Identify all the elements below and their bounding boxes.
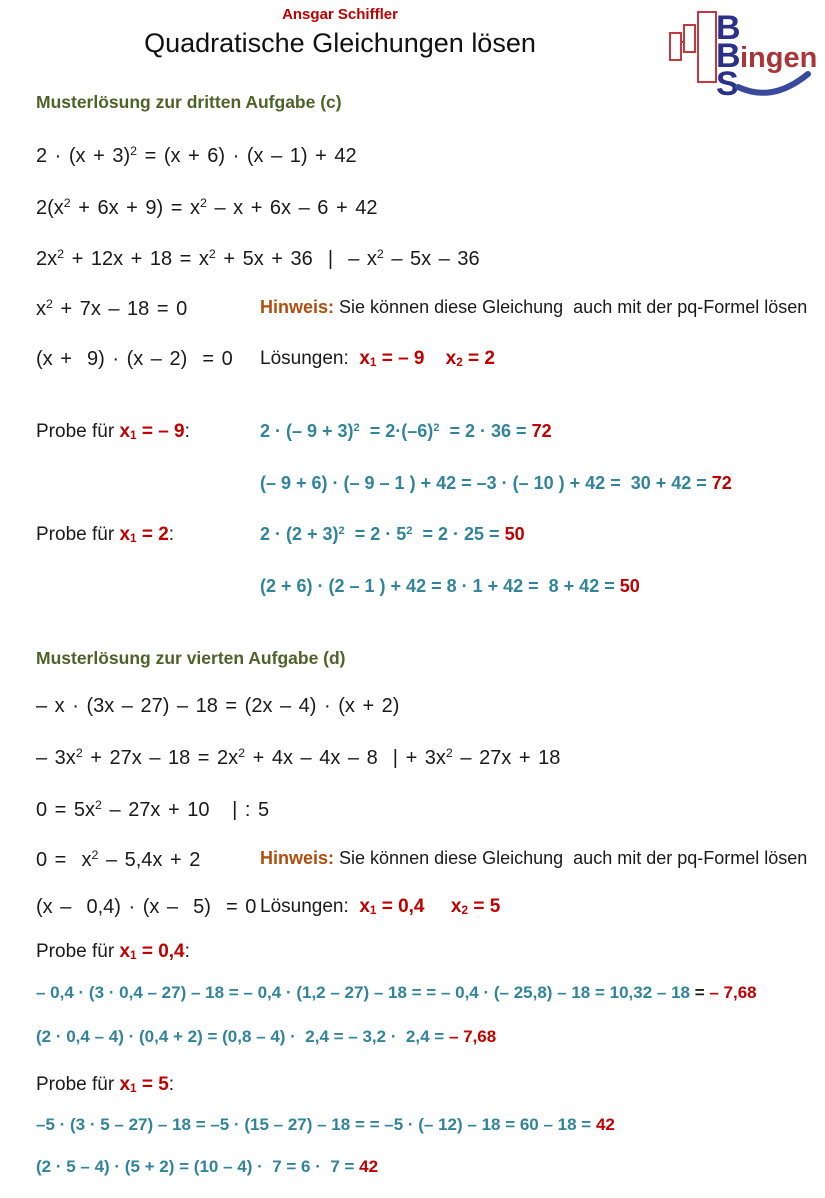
math-segment: – 7,68 [448,1027,497,1046]
math-segment: 2 [376,247,384,261]
math-segment: 2 [91,848,99,862]
equation [36,348,233,371]
equation [36,848,200,872]
math-segment: 2 [238,746,246,760]
math-segment: 1 [130,949,137,963]
math-segment: (– 9 + 6) · (– 9 – 1 ) + 42 = –3 · (– 10 ) + 42 = 30 + 42 = [260,473,712,493]
math-segment: = – 9 [376,348,446,369]
solutions-text [260,896,500,918]
math-segment: (2 · 0,4 – 4) · (0,4 + 2) = (0,8 – 4) · 2,4 = – 3,2 · 2,4 = [36,1027,449,1046]
math-segment: + 12x + 18 = x [64,247,209,270]
math-segment: – 7,68 [709,983,757,1002]
math-segment: + 6x + 9) = x [70,196,200,219]
probe-label [36,421,190,443]
probe-d1-row1 [0,983,825,1009]
math-segment: 50 [504,524,525,544]
math-segment: = [581,1115,596,1134]
math-segment: 2 [461,904,469,918]
math-segment: 2 [46,297,53,311]
math-segment [425,896,451,917]
math-segment: = 2·(–6) [359,421,434,441]
math-segment: 2(x [36,196,64,219]
equation [36,746,560,770]
bbs-bingen-logo [648,4,820,106]
math-segment: 2 [75,746,83,760]
math-segment: Probe für [36,421,120,442]
hint-text [260,297,807,318]
math-segment: – 5,4x + 2 [98,848,201,871]
math-segment: = 5 [136,1074,169,1095]
math-segment: x [450,896,462,917]
math-segment: x [359,348,370,369]
probe-calculation [260,524,525,545]
math-segment: 1 [130,532,137,546]
math-segment: 2 [406,524,413,537]
math-line-c2 [0,196,825,222]
math-segment: = 2 · 36 = [439,421,532,441]
probe-calculation [36,1115,615,1135]
math-segment: 2 [445,746,453,760]
math-segment: 1 [130,1082,137,1096]
probe-calculation [36,1027,496,1047]
math-segment: – 27x + 10 | : 5 [101,798,270,821]
author-name: Ansgar Schiffler [282,6,398,23]
section-d-heading: Musterlösung zur vierten Aufgabe (d) [36,648,346,668]
math-segment: 2 [433,421,440,434]
math-segment: 2 [95,798,102,812]
math-segment: (2 + 6) · (2 – 1 ) + 42 = 8 · 1 + 42 = 8 + 42 = [260,576,620,596]
math-segment: 0 = 5x [36,798,96,821]
math-segment: 0 = x [36,848,92,871]
math-segment: – x + 6x – 6 + 42 [206,196,378,219]
math-segment: – 0,4 · (3 · 0,4 – 27) – 18 = – 0,4 · (1,2 – 27) – 18 = = – 0,4 · (– 25,8) – 18 = 10,32 – 18 [36,983,695,1002]
math-segment: + 5x + 36 | – x [215,247,377,270]
math-line-d2 [0,746,825,772]
math-line-c3 [0,247,825,273]
logo-swoosh-icon [738,74,808,93]
probe-label [36,524,174,546]
equation [36,247,480,271]
probe-c1-row2 [0,473,825,499]
probe-d2-label-row [0,1074,825,1100]
math-segment: – 27x + 18 [452,746,561,769]
math-segment: 72 [531,421,552,441]
math-segment: : [168,1074,175,1095]
math-segment: x [445,348,457,369]
math-segment: 2 · (– 9 + 3) [260,421,354,441]
probe-calculation [260,576,640,597]
math-segment: 2x [36,247,58,270]
math-segment: x [36,297,46,320]
math-segment: (x – 0,4) · (x – 5) = 0 [36,896,257,918]
math-segment: 2 · (2 + 3) [260,524,339,544]
math-segment: 2 [208,247,216,261]
probe-c1-row [0,421,825,447]
math-segment: = 2 [462,348,495,369]
probe-c2-row [0,524,825,550]
hint-text [260,848,807,869]
solutions-text [260,348,495,370]
math-segment: x [119,1074,131,1095]
math-segment: = 0,4 [376,896,425,917]
probe-label [36,1074,174,1096]
math-segment: 2 [456,356,463,370]
probe-label [36,941,190,963]
math-segment: Sie können diese Gleichung auch mit der pq-Formel lösen [334,848,808,868]
math-segment: : [168,524,175,545]
math-segment: 42 [359,1157,379,1176]
equation [36,896,256,919]
math-segment: Lösungen: [260,348,360,369]
logo-building-icon [670,12,716,82]
math-segment: 42 [595,1115,615,1134]
math-line-d5 [0,896,825,922]
math-segment: Probe für [36,524,120,545]
math-segment: = (x + 6) · (x – 1) + 42 [137,144,357,167]
equation [36,297,187,321]
equation [36,144,357,168]
math-segment: = 2 · 25 = [412,524,505,544]
math-segment: 1 [130,429,137,443]
math-segment: Probe für [36,941,120,962]
math-segment: 2 [338,524,345,537]
math-segment: 2 [130,144,138,158]
equation [36,798,269,822]
logo-letter-b2: B [716,37,741,75]
math-segment: Hinweis: [260,848,335,868]
math-segment: 72 [711,473,732,493]
probe-d2-row2 [0,1157,825,1183]
math-line-c1 [0,144,825,170]
section-c-heading: Musterlösung zur dritten Aufgabe (c) [36,92,342,112]
probe-d1-label-row [0,941,825,967]
math-segment: 1 [369,904,377,918]
math-segment: Probe für [36,1074,120,1095]
math-segment: (x + 9) · (x – 2) = 0 [36,348,233,370]
math-segment: 1 [369,356,377,370]
math-segment: = 0,4 [136,941,185,962]
math-segment: 2 [353,421,360,434]
logo-letter-s: S [716,65,739,103]
math-segment: + 7x – 18 = 0 [52,297,188,320]
math-segment: – 3x [36,746,76,769]
math-segment: – x · (3x – 27) – 18 = (2x – 4) · (x + 2) [36,695,400,717]
probe-calculation [260,421,552,442]
math-segment: 2 [57,247,65,261]
math-line-d3 [0,798,825,824]
equation [36,695,399,718]
probe-calculation [36,983,757,1003]
math-segment: = – 9 [136,421,185,442]
math-segment: Sie können diese Gleichung auch mit der pq-Formel lösen [334,297,808,317]
math-segment: : [184,421,190,442]
math-segment: = 5 [468,896,501,917]
math-segment: x [119,421,131,442]
math-segment: = [694,983,710,1002]
math-segment: : [184,941,190,962]
math-segment: (2 · 5 – 4) · (5 + 2) = (10 – 4) · 7 = 6 · 7 = [36,1157,360,1176]
math-segment: Hinweis: [260,297,335,317]
math-segment: –5 · (3 · 5 – 27) – 18 = –5 · (15 – 27) – 18 = = –5 · (– 12) – 18 = 60 – 18 [36,1115,582,1134]
probe-calculation [36,1157,378,1177]
math-segment: + 27x – 18 = 2x [82,746,239,769]
math-segment: x [119,524,131,545]
equation [36,196,377,220]
math-segment: x [359,896,370,917]
math-segment: 50 [619,576,640,596]
math-segment: 2 [63,196,71,210]
probe-c2-row2 [0,576,825,602]
math-segment: x [119,941,131,962]
probe-calculation [260,473,732,494]
math-segment: 2 [200,196,207,210]
math-segment: = 2 · 5 [344,524,407,544]
math-segment: 2 · (x + 3) [36,144,131,167]
math-line-d1 [0,695,825,721]
math-line-d4 [0,848,825,874]
logo-letter-b1: B [716,9,741,47]
page-title: Quadratische Gleichungen lösen [144,28,536,58]
math-line-c5 [0,348,825,374]
math-line-c4 [0,297,825,323]
math-segment: – 5x – 36 [383,247,480,270]
probe-d1-row2 [0,1027,825,1053]
math-segment: + 4x – 4x – 8 | + 3x [245,746,446,769]
math-segment: Lösungen: [260,896,360,917]
probe-d2-row1 [0,1115,825,1141]
logo-word-ingen: ingen [740,42,818,74]
math-segment: = 2 [136,524,169,545]
